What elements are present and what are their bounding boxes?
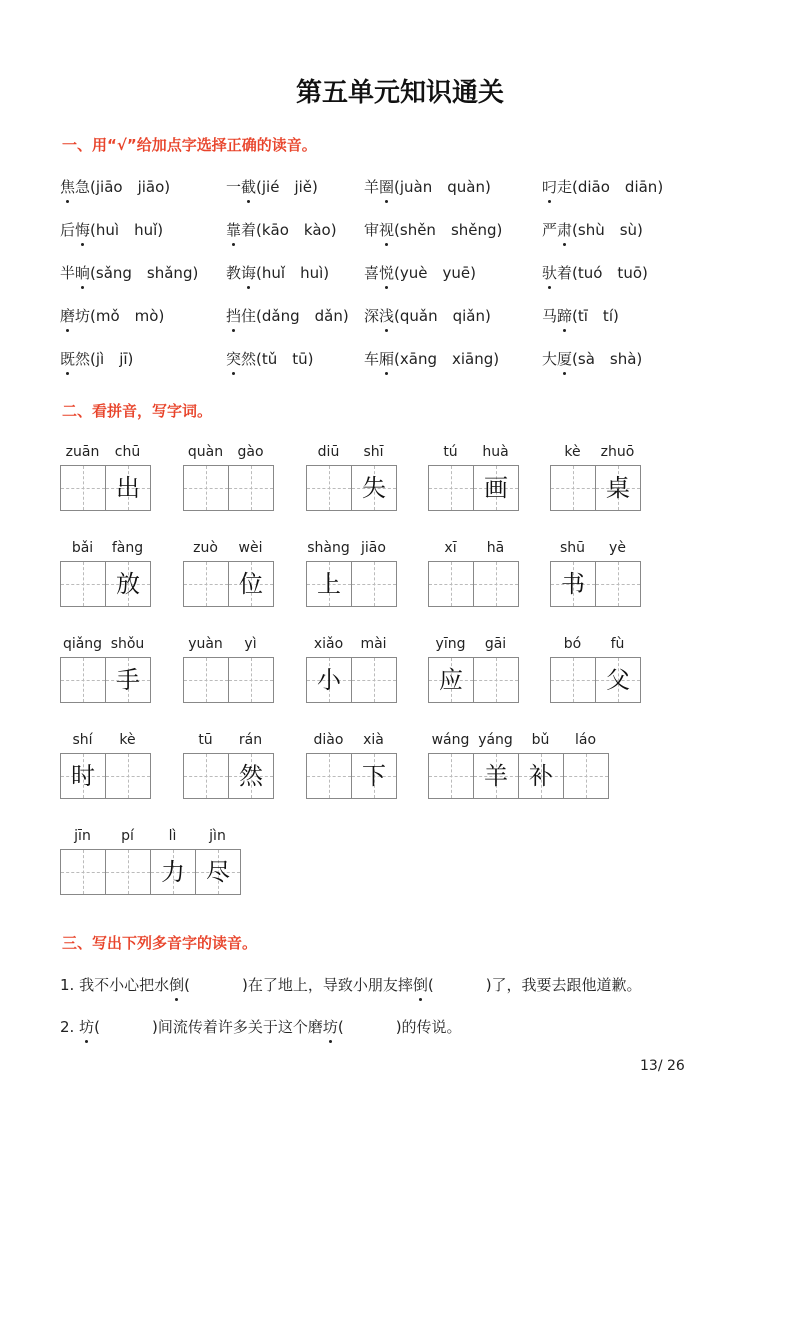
writing-box[interactable] <box>564 754 609 798</box>
pinyin-syllable: rán <box>238 732 263 748</box>
pinyin-row <box>183 444 274 464</box>
writing-box[interactable] <box>429 466 474 510</box>
dotted-char: 驮 <box>542 264 558 282</box>
pinyin-syllable: qiǎng <box>62 636 103 652</box>
pinyin-row <box>183 540 274 560</box>
tian-grid <box>428 657 519 703</box>
writing-box[interactable]: 上 <box>307 562 352 606</box>
writing-box[interactable] <box>474 562 519 606</box>
pronunciation-item[interactable]: 车厢(xāng xiāng) <box>364 350 500 368</box>
pinyin-row <box>60 636 151 656</box>
pinyin-row <box>306 540 397 560</box>
pronunciation-item[interactable]: 挡住(dǎng dǎn) <box>226 307 349 325</box>
pinyin-syllable: wáng <box>431 732 470 748</box>
word-writing-group <box>60 540 151 607</box>
writing-box[interactable]: 羊 <box>474 754 519 798</box>
pronunciation-item[interactable]: 驮着(tuó tuō) <box>542 264 648 282</box>
writing-box[interactable]: 失 <box>352 466 397 510</box>
dotted-char: 圈 <box>379 178 395 196</box>
pronunciation-item[interactable]: 羊圈(juàn quàn) <box>364 178 491 196</box>
writing-box[interactable] <box>184 466 229 510</box>
dotted-char: 挡 <box>226 307 242 325</box>
dotted-char: 突 <box>226 350 242 368</box>
pinyin-row <box>60 540 151 560</box>
pinyin-syllable: mài <box>360 636 387 652</box>
tian-grid <box>306 465 397 511</box>
pinyin-syllable: shǒu <box>110 636 145 652</box>
writing-box[interactable] <box>184 658 229 702</box>
writing-box[interactable]: 出 <box>106 466 151 510</box>
writing-box[interactable] <box>106 754 151 798</box>
pronunciation-item[interactable]: 马蹄(tī tí) <box>542 307 619 325</box>
pinyin-syllable: yuàn <box>188 636 223 652</box>
pinyin-syllable: wèi <box>238 540 263 556</box>
tian-grid <box>60 657 151 703</box>
pinyin-row <box>183 732 274 752</box>
pinyin-syllable: láo <box>574 732 597 748</box>
word-writing-group <box>428 636 519 703</box>
pronunciation-item[interactable]: 后悔(huì huǐ) <box>60 221 164 239</box>
tian-grid <box>428 561 519 607</box>
writing-box[interactable] <box>184 562 229 606</box>
writing-box[interactable] <box>474 658 519 702</box>
word-writing-group <box>183 540 274 607</box>
pinyin-row <box>550 444 641 464</box>
pronunciation-item[interactable]: 一截(jié jiě) <box>226 178 318 196</box>
word-writing-group <box>183 444 274 511</box>
pinyin-syllable: zuò <box>193 540 218 556</box>
tian-grid <box>550 561 641 607</box>
pinyin-syllable: bǎi <box>71 540 94 556</box>
dotted-char: 诲 <box>241 264 257 282</box>
pinyin-syllable: shàng <box>307 540 350 556</box>
dotted-char: 靠 <box>226 221 242 239</box>
dotted-char: 视 <box>379 221 395 239</box>
page-number: 13/ 26 <box>640 1058 685 1074</box>
pinyin-syllable: shí <box>72 732 93 748</box>
dotted-char: 蹄 <box>557 307 573 325</box>
pronunciation-item[interactable]: 深浅(quǎn qiǎn) <box>364 307 491 325</box>
writing-box[interactable] <box>551 658 596 702</box>
pinyin-row <box>60 732 151 752</box>
tian-grid <box>183 657 274 703</box>
pinyin-syllable: bǔ <box>531 732 550 748</box>
dotted-char: 倒 <box>412 976 428 994</box>
pinyin-syllable: jīn <box>74 828 91 844</box>
dotted-char: 厦 <box>557 350 573 368</box>
pinyin-syllable: jiāo <box>361 540 386 556</box>
pinyin-syllable: diào <box>313 732 344 748</box>
writing-box[interactable] <box>106 850 151 894</box>
pinyin-syllable: kè <box>119 732 136 748</box>
word-writing-group <box>306 444 397 511</box>
word-writing-group <box>550 540 641 607</box>
writing-box[interactable]: 父 <box>596 658 641 702</box>
pinyin-row <box>428 444 519 464</box>
pinyin-syllable: yīng <box>435 636 466 652</box>
word-writing-group <box>60 636 151 703</box>
word-writing-group <box>550 444 641 511</box>
pronunciation-item[interactable]: 喜悦(yuè yuē) <box>364 264 476 282</box>
pinyin-syllable: yáng <box>478 732 513 748</box>
pronunciation-item[interactable]: 突然(tǔ tū) <box>226 350 314 368</box>
word-writing-group <box>60 732 151 799</box>
pinyin-syllable: gāi <box>484 636 507 652</box>
pinyin-row <box>428 636 519 656</box>
writing-box[interactable] <box>184 754 229 798</box>
tian-grid <box>183 465 274 511</box>
pronunciation-item[interactable]: 审视(shěn shěng) <box>364 221 503 239</box>
dotted-char: 既 <box>60 350 76 368</box>
writing-box[interactable] <box>352 562 397 606</box>
pronunciation-item[interactable]: 教诲(huǐ huì) <box>226 264 330 282</box>
word-writing-group <box>306 732 397 799</box>
word-writing-group <box>306 540 397 607</box>
tian-grid <box>183 753 274 799</box>
pinyin-syllable: chū <box>114 444 141 460</box>
page-title: 第五单元知识通关 <box>295 78 504 108</box>
word-writing-group <box>428 444 519 511</box>
pinyin-syllable: gào <box>237 444 264 460</box>
writing-box[interactable]: 补 <box>519 754 564 798</box>
tian-grid <box>60 849 241 895</box>
writing-box[interactable] <box>429 754 474 798</box>
pinyin-syllable: shī <box>363 444 384 460</box>
pinyin-row <box>306 444 397 464</box>
pinyin-syllable: quàn <box>187 444 224 460</box>
pinyin-row <box>550 540 641 560</box>
writing-box[interactable]: 然 <box>229 754 274 798</box>
pinyin-syllable: diū <box>317 444 340 460</box>
writing-box[interactable]: 手 <box>106 658 151 702</box>
pinyin-syllable: hā <box>486 540 505 556</box>
dotted-char: 坊 <box>79 1018 95 1036</box>
dotted-char: 坊 <box>322 1018 338 1036</box>
tian-grid <box>550 465 641 511</box>
dotted-char: 截 <box>241 178 257 196</box>
pinyin-row <box>550 636 641 656</box>
pinyin-syllable: zhuō <box>600 444 635 460</box>
dotted-char: 浅 <box>379 307 395 325</box>
writing-box[interactable] <box>307 466 352 510</box>
writing-box[interactable]: 力 <box>151 850 196 894</box>
writing-box[interactable]: 小 <box>307 658 352 702</box>
writing-box[interactable]: 桌 <box>596 466 641 510</box>
writing-box[interactable]: 书 <box>551 562 596 606</box>
pinyin-row <box>183 636 274 656</box>
tian-grid <box>183 561 274 607</box>
pinyin-row <box>306 732 397 752</box>
writing-box[interactable]: 画 <box>474 466 519 510</box>
writing-box[interactable] <box>61 466 106 510</box>
tian-grid <box>550 657 641 703</box>
word-writing-group <box>60 828 241 895</box>
writing-box[interactable]: 尽 <box>196 850 241 894</box>
section-3-heading: 三、写出下列多音字的读音。 <box>62 934 258 952</box>
word-writing-group <box>550 636 641 703</box>
writing-box[interactable]: 位 <box>229 562 274 606</box>
dotted-char: 悦 <box>379 264 395 282</box>
writing-box[interactable] <box>307 754 352 798</box>
pronunciation-item[interactable]: 磨坊(mǒ mò) <box>60 307 165 325</box>
dotted-char: 厢 <box>379 350 395 368</box>
writing-box[interactable]: 下 <box>352 754 397 798</box>
pinyin-syllable: pí <box>121 828 134 844</box>
dotted-char: 磨 <box>60 307 76 325</box>
pinyin-syllable: zuān <box>65 444 100 460</box>
pinyin-row <box>60 444 151 464</box>
pinyin-syllable: kè <box>564 444 581 460</box>
section-2-heading: 二、看拼音，写字词。 <box>62 402 213 420</box>
writing-box[interactable] <box>61 562 106 606</box>
tian-grid <box>428 753 609 799</box>
word-writing-group <box>428 540 519 607</box>
pinyin-syllable: yè <box>609 540 626 556</box>
tian-grid <box>306 657 397 703</box>
writing-box[interactable]: 时 <box>61 754 106 798</box>
pronunciation-item[interactable]: 叼走(diāo diān) <box>542 178 664 196</box>
section-1-heading: 一、用“√”给加点字选择正确的读音。 <box>62 136 317 154</box>
pinyin-syllable: jìn <box>209 828 226 844</box>
pinyin-syllable: tú <box>443 444 458 460</box>
writing-box[interactable] <box>352 658 397 702</box>
word-writing-group <box>306 636 397 703</box>
writing-box[interactable] <box>596 562 641 606</box>
writing-box[interactable] <box>229 658 274 702</box>
pinyin-row <box>60 828 241 848</box>
pinyin-row <box>428 732 609 752</box>
pinyin-syllable: bó <box>563 636 582 652</box>
pinyin-syllable: yì <box>244 636 257 652</box>
pinyin-syllable: huà <box>482 444 509 460</box>
pinyin-syllable: fàng <box>111 540 144 556</box>
pronunciation-item[interactable]: 既然(jì jī) <box>60 350 134 368</box>
word-writing-group <box>183 636 274 703</box>
pinyin-syllable: shū <box>559 540 586 556</box>
pinyin-syllable: xià <box>363 732 384 748</box>
word-writing-group <box>428 732 609 799</box>
writing-box[interactable] <box>61 850 106 894</box>
pinyin-syllable: lì <box>168 828 177 844</box>
pronunciation-item[interactable]: 严肃(shù sù) <box>542 221 643 239</box>
dotted-char: 肃 <box>557 221 573 239</box>
writing-box[interactable]: 放 <box>106 562 151 606</box>
tian-grid <box>306 561 397 607</box>
tian-grid <box>60 561 151 607</box>
pronunciation-item[interactable]: 靠着(kāo kào) <box>226 221 337 239</box>
pronunciation-item[interactable]: 大厦(sà shà) <box>542 350 643 368</box>
dotted-char: 晌 <box>75 264 91 282</box>
pinyin-syllable: xī <box>444 540 457 556</box>
dotted-char: 倒 <box>169 976 185 994</box>
pinyin-syllable: fù <box>610 636 625 652</box>
sentence-2: 2. 坊( )间流传着许多关于这个磨坊( )的传说。 <box>60 1018 462 1036</box>
tian-grid <box>60 465 151 511</box>
tian-grid <box>306 753 397 799</box>
writing-box[interactable]: 应 <box>429 658 474 702</box>
dotted-char: 叼 <box>542 178 558 196</box>
writing-box[interactable] <box>61 658 106 702</box>
pinyin-row <box>306 636 397 656</box>
tian-grid <box>428 465 519 511</box>
pronunciation-item[interactable]: 焦急(jiāo jiāo) <box>60 178 171 196</box>
writing-box[interactable] <box>429 562 474 606</box>
pinyin-syllable: xiǎo <box>313 636 344 652</box>
dotted-char: 悔 <box>75 221 91 239</box>
word-writing-group <box>183 732 274 799</box>
sentence-1: 1. 我不小心把水倒( )在了地上，导致小朋友摔倒( )了，我要去跟他道歉。 <box>60 976 642 994</box>
tian-grid <box>60 753 151 799</box>
word-writing-group <box>60 444 151 511</box>
pinyin-syllable: tū <box>198 732 213 748</box>
dotted-char: 焦 <box>60 178 76 196</box>
writing-box[interactable] <box>229 466 274 510</box>
pinyin-row <box>428 540 519 560</box>
writing-box[interactable] <box>551 466 596 510</box>
pronunciation-item[interactable]: 半晌(sǎng shǎng) <box>60 264 199 282</box>
